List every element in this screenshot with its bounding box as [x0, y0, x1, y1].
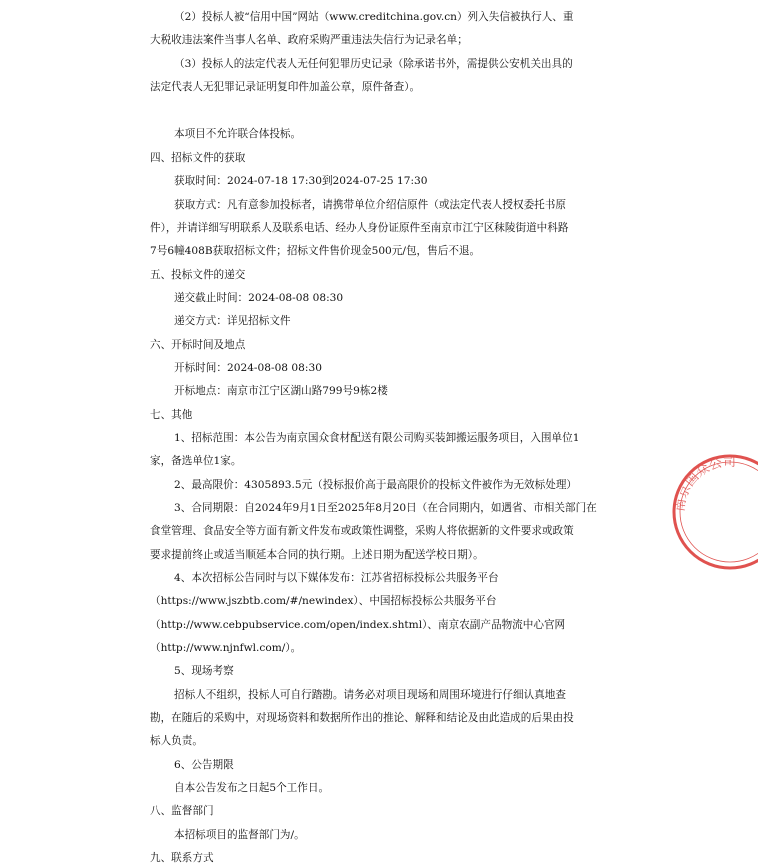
doc-line-27: （http://www.njnfwl.com/）。: [150, 642, 302, 654]
doc-line-31: 标人负责。: [150, 735, 203, 747]
doc-line-12: 递交截止时间：2024-08-08 08:30: [174, 292, 344, 304]
doc-line-22: 食堂管理、食品安全等方面有新文件发布或政策性调整，采购人将依据新的文件要求或政策: [150, 525, 574, 537]
doc-line-29: 招标人不组织，投标人可自行踏勘。请务必对项目现场和周围环境进行仔细认真地查: [174, 689, 566, 701]
company-seal-stamp: [670, 452, 758, 572]
doc-line-8: 获取方式：凡有意参加投标者，请携带单位介绍信原件（或法定代表人授权委托书原: [174, 199, 566, 211]
doc-line-9: 件），并请详细写明联系人及联系电话、经办人身份证原件至南京市江宁区秣陵街道中科路: [150, 222, 569, 234]
doc-line-33: 自本公告发布之日起5个工作日。: [174, 782, 330, 794]
doc-line-26: （http://www.cebpubservice.com/open/index.shtml）、南京农副产品物流中心官网: [150, 619, 566, 631]
doc-line-4: 法定代表人无犯罪记录证明复印件加盖公章，原件备查）。: [150, 81, 421, 93]
seal-text: 南京国众公司: [672, 454, 737, 513]
section-heading-6: 六、开标时间及地点: [150, 339, 246, 351]
doc-line-15: 开标时间：2024-08-08 08:30: [174, 362, 322, 374]
doc-line-2: 大税收违法案件当事人名单、政府采购严重违法失信行为记录名单；: [150, 34, 468, 46]
doc-line-16: 开标地点：南京市江宁区湖山路799号9栋2楼: [174, 385, 388, 397]
doc-line-24: 4、本次招标公告同时与以下媒体发布：江苏省招标投标公共服务平台: [174, 572, 499, 584]
doc-line-1: （2）投标人被“信用中国”网站（www.creditchina.gov.cn）列入失信被执行人、重: [174, 11, 574, 23]
section-heading-5: 五、投标文件的递交: [150, 269, 246, 281]
doc-line-5: 本项目不允许联合体投标。: [174, 128, 302, 140]
svg-text:南京国众公司: [672, 455, 736, 513]
section-heading-8: 八、监督部门: [150, 805, 214, 817]
doc-line-30: 勘，在随后的采购中，对现场资料和数据所作出的推论、解释和结论及由此造成的后果由投: [150, 712, 574, 724]
section-heading-4: 四、招标文件的获取: [150, 152, 246, 164]
doc-line-28: 5、现场考察: [174, 665, 234, 677]
section-heading-9: 九、联系方式: [150, 852, 214, 864]
doc-line-20: 2、最高限价：4305893.5元（投标报价高于最高限价的投标文件被作为无效标处理）: [174, 479, 578, 491]
doc-line-35: 本招标项目的监督部门为/。: [174, 829, 305, 841]
section-heading-7: 七、其他: [150, 409, 193, 421]
doc-line-7: 获取时间：2024-07-18 17:30到2024-07-25 17:30: [174, 175, 428, 187]
doc-line-13: 递交方式：详见招标文件: [174, 315, 291, 327]
doc-line-32: 6、公告期限: [174, 759, 234, 771]
doc-line-3: （3）投标人的法定代表人无任何犯罪历史记录（除承诺书外，需提供公安机关出具的: [174, 58, 573, 70]
doc-line-23: 要求提前终止或适当顺延本合同的执行期。上述日期为配送学校日期）。: [150, 549, 484, 561]
doc-line-18: 1、招标范围：本公告为南京国众食材配送有限公司购买装卸搬运服务项目，入围单位1: [174, 432, 580, 444]
doc-line-19: 家，备选单位1家。: [150, 455, 242, 467]
doc-line-21: 3、合同期限：自2024年9月1日至2025年8月20日（在合同期内，如遇省、市相关部门在: [174, 502, 597, 514]
doc-line-10: 7号6幢408B获取招标文件；招标文件售价现金500元/包，售后不退。: [150, 245, 481, 257]
doc-line-25: （https://www.jszbtb.com/#/newindex）、中国招标投标公共服务平台: [150, 595, 497, 607]
